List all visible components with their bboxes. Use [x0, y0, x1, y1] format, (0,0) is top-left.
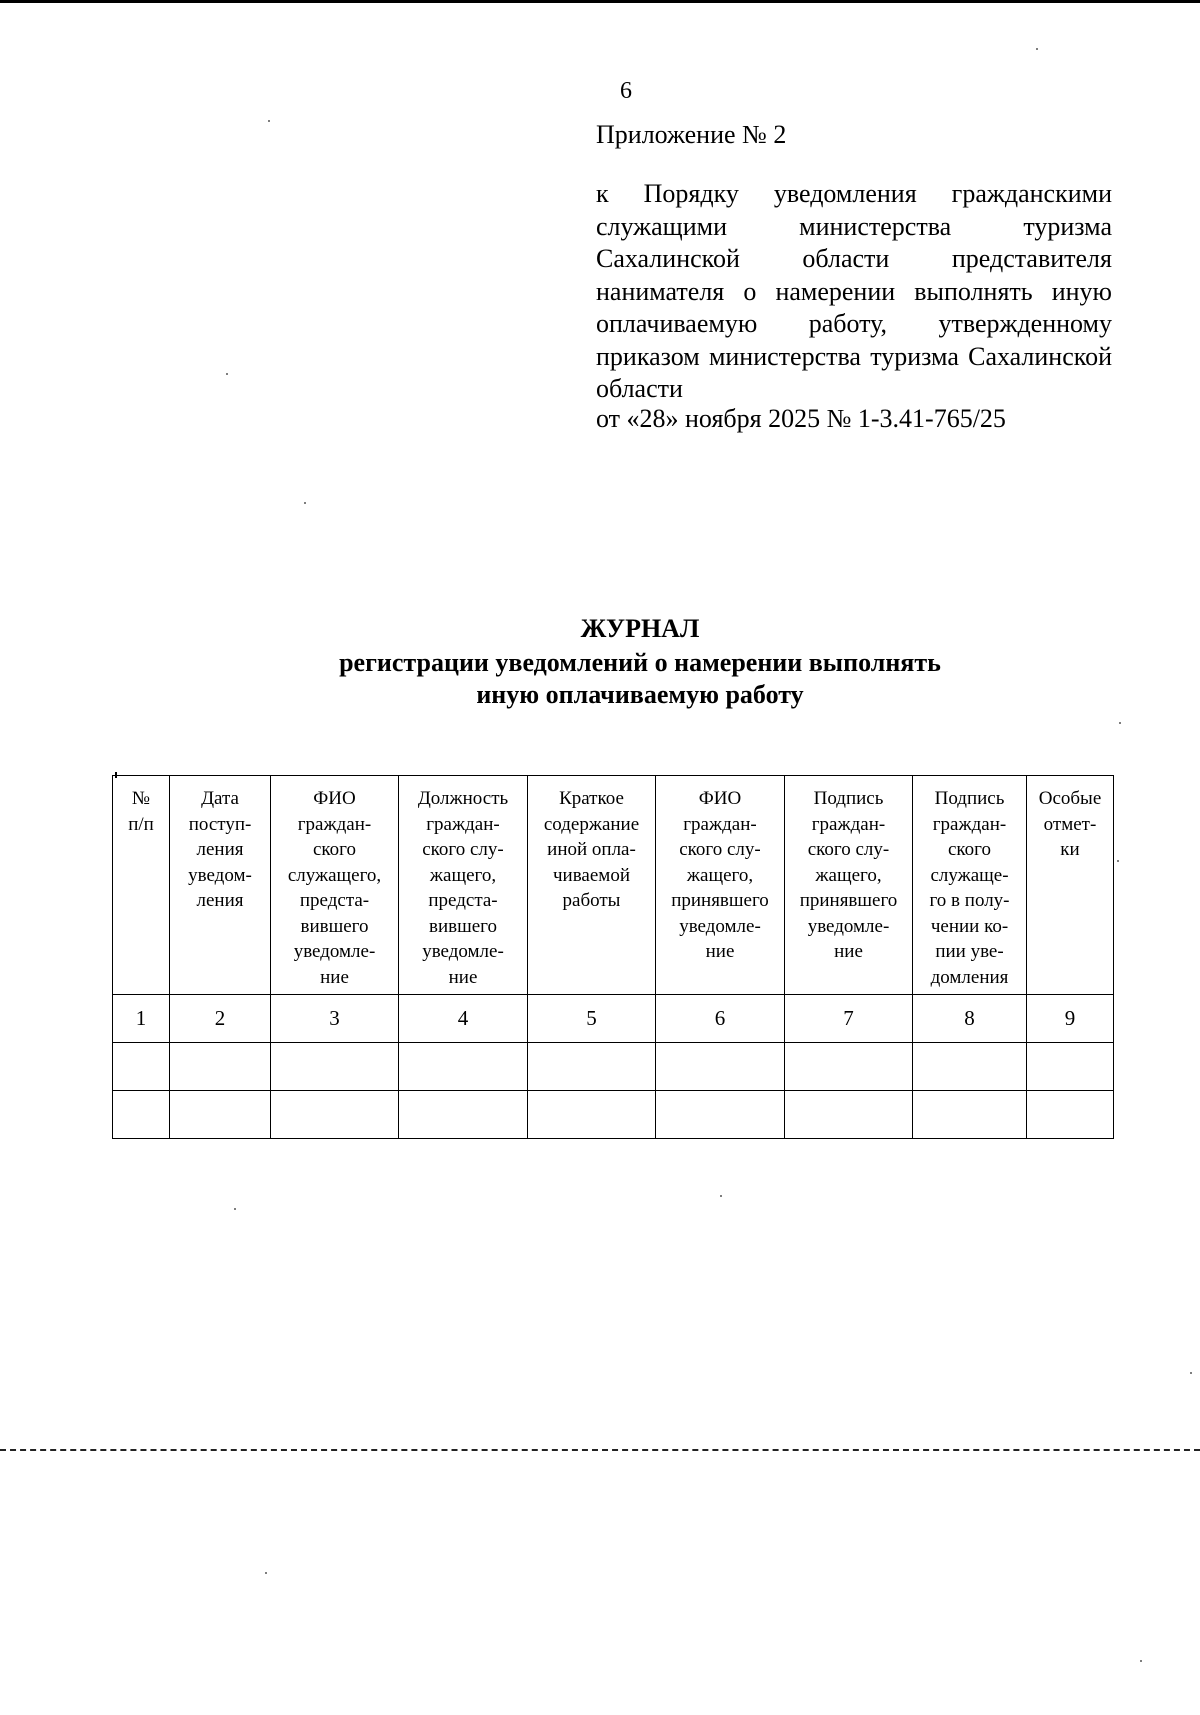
table-cell	[170, 1043, 271, 1091]
page-number: 6	[620, 78, 632, 104]
column-header: Подпись граждан- ского слу- жащего, принявшего уведомле- ние	[785, 776, 913, 995]
table-cell	[528, 1043, 656, 1091]
scan-fold-line	[0, 1449, 1200, 1451]
column-header: Краткое содержание иной опла- чиваемой работы	[528, 776, 656, 995]
scan-speck	[1036, 48, 1038, 50]
appendix-text: к Порядку уведомления гражданскими служащими министерства туризма Сахалинской области представителя нанимателя о намерении выполнять иную оплачиваемую работу, утвержденному приказом министерства туризма Сахалинской области	[596, 179, 1112, 403]
column-header: ФИО граждан- ского служащего, предста- вившего уведомле- ние	[271, 776, 399, 995]
journal-subtitle-line-2: иную оплачиваемую работу	[476, 680, 804, 709]
column-header: Подпись граждан- ского служаще- го в полу- чении ко- пии уве- домления	[913, 776, 1027, 995]
scan-speck	[1190, 1372, 1192, 1374]
table-cell	[399, 1043, 528, 1091]
table-cell	[271, 1043, 399, 1091]
table-header-row	[113, 776, 1114, 995]
column-header: ФИО граждан- ского слу- жащего, принявшего уведомле- ние	[656, 776, 785, 995]
column-number: 7	[785, 995, 913, 1043]
column-number: 6	[656, 995, 785, 1043]
table-cell	[271, 1091, 399, 1139]
appendix-date: от «28» ноября 2025 № 1-3.41-765/25	[596, 404, 1006, 433]
table-cell	[113, 1043, 170, 1091]
table-cell	[656, 1091, 785, 1139]
scan-speck	[720, 1195, 722, 1197]
column-number: 2	[170, 995, 271, 1043]
column-header: Особые отмет- ки	[1027, 776, 1114, 995]
column-number-row	[113, 995, 1114, 1043]
journal-table	[112, 775, 1114, 1139]
scan-speck	[304, 502, 306, 504]
column-header: Должность граждан- ского слу- жащего, предста- вившего уведомле- ние	[399, 776, 528, 995]
scan-speck	[1117, 860, 1119, 862]
column-number: 3	[271, 995, 399, 1043]
table-cell	[170, 1091, 271, 1139]
table-cell	[913, 1043, 1027, 1091]
column-number: 1	[113, 995, 170, 1043]
table-cell	[656, 1043, 785, 1091]
column-number: 5	[528, 995, 656, 1043]
scan-speck	[1119, 722, 1121, 724]
column-header: № п/п	[113, 776, 170, 995]
scan-speck	[1140, 1660, 1142, 1662]
table-cell	[528, 1091, 656, 1139]
table-cell	[785, 1091, 913, 1139]
table-cell	[113, 1091, 170, 1139]
table-row	[113, 1091, 1114, 1139]
table-cell	[785, 1043, 913, 1091]
table-cell	[1027, 1091, 1114, 1139]
column-header: Дата поступ- ления уведом- ления	[170, 776, 271, 995]
appendix-title: Приложение № 2	[596, 120, 787, 149]
journal-title: ЖУРНАЛ	[580, 614, 700, 643]
scan-speck	[265, 1572, 267, 1574]
table-row	[113, 1043, 1114, 1091]
column-number: 4	[399, 995, 528, 1043]
journal-subtitle-line-1: регистрации уведомлений о намерении выполнять	[339, 648, 941, 677]
scan-speck	[226, 373, 228, 375]
table-cell	[399, 1091, 528, 1139]
top-scan-edge	[0, 0, 1200, 3]
table-cell	[1027, 1043, 1114, 1091]
scan-speck	[234, 1208, 236, 1210]
column-number: 8	[913, 995, 1027, 1043]
scan-speck	[268, 120, 270, 122]
column-number: 9	[1027, 995, 1114, 1043]
table-cell	[913, 1091, 1027, 1139]
